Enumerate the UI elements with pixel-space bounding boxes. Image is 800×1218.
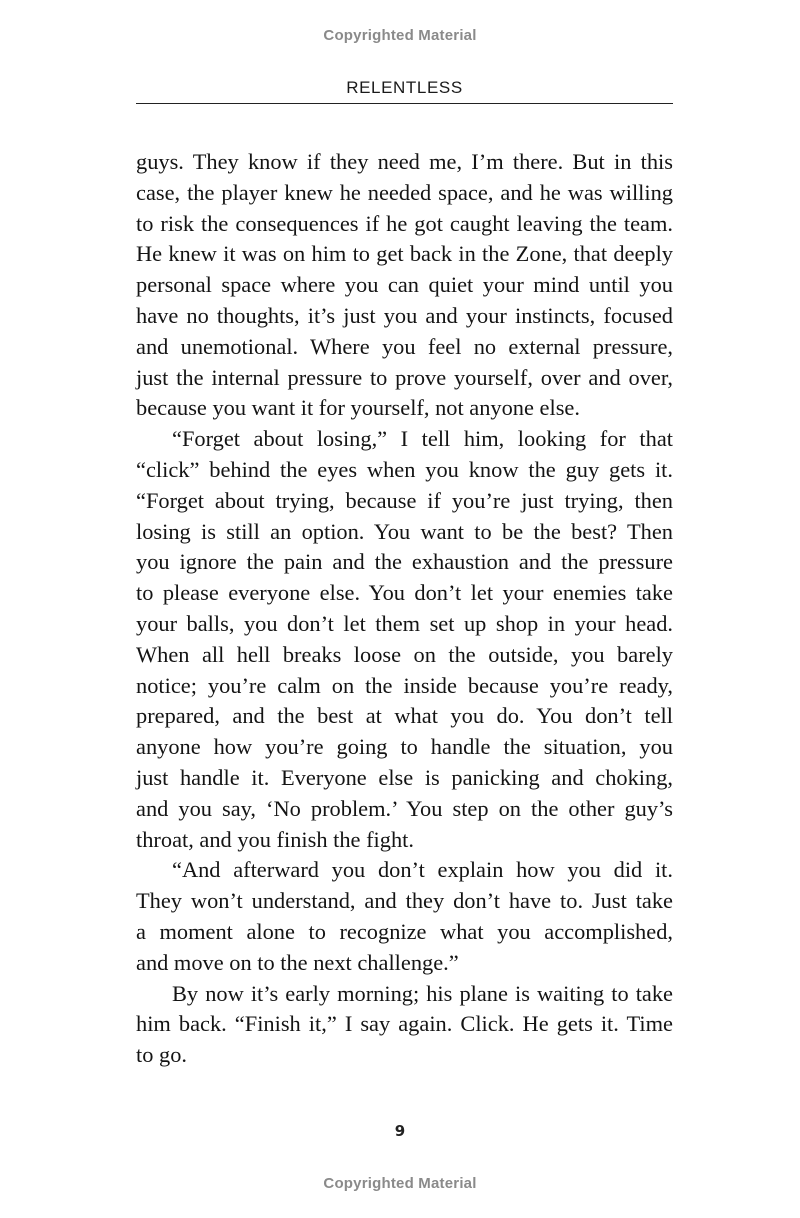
text-line: you ignore the pain and the exhaustion and the pressure — [136, 549, 673, 575]
text-line: your balls, you don’t let them set up shop in your head. — [136, 610, 673, 636]
copyright-watermark-top: Copyrighted Material — [323, 27, 477, 44]
copyright-watermark-bottom: Copyrighted Material — [323, 1175, 477, 1192]
text-line: personal space where you can quiet your mind until you — [136, 272, 673, 298]
paragraph — [136, 855, 673, 978]
text-line: and move on to the next challenge.” — [136, 949, 459, 975]
text-line: to please everyone else. You don’t let your enemies take — [136, 580, 673, 606]
text-line: throat, and you finish the fight. — [136, 826, 414, 852]
text-line: “And afterward you don’t explain how you did it. — [172, 857, 673, 883]
text-line: guys. They know if they need me, I’m there. But in this — [136, 149, 673, 174]
text-line: just the internal pressure to prove yourself, over and over, — [136, 364, 673, 390]
text-line: By now it’s early morning; his plane is waiting to take — [172, 980, 673, 1006]
text-line: They won’t understand, and they don’t have to. Just take — [136, 888, 673, 914]
text-line: When all hell breaks loose on the outside, you barely — [136, 641, 673, 667]
text-line: to go. — [136, 1042, 188, 1068]
header-rule — [136, 103, 673, 104]
page-number: 9 — [394, 1122, 406, 1140]
running-head: RELENTLESS — [346, 78, 463, 97]
body-text — [136, 147, 673, 1071]
text-line: have no thoughts, it’s just you and your instincts, focused — [136, 302, 673, 328]
text-line: He knew it was on him to get back in the Zone, that deeply — [136, 241, 673, 267]
text-line: anyone how you’re going to handle the situation, you — [136, 734, 673, 760]
text-line: “Forget about trying, because if you’re just trying, then — [136, 487, 673, 513]
text-line: and you say, ‘No problem.’ You step on the other guy’s — [136, 795, 673, 821]
paragraph — [136, 979, 673, 1071]
text-line: a moment alone to recognize what you accomplished, — [136, 918, 673, 944]
text-line: “click” behind the eyes when you know the guy gets it. — [136, 456, 673, 482]
text-line: him back. “Finish it,” I say again. Click. He gets it. Time — [136, 1011, 673, 1037]
text-line: prepared, and the best at what you do. You don’t tell — [136, 703, 673, 729]
text-line: case, the player knew he needed space, and he was willing — [136, 179, 673, 205]
text-line: notice; you’re calm on the inside because you’re ready, — [136, 672, 673, 698]
text-line: losing is still an option. You want to be the best? Then — [136, 518, 673, 544]
text-line: to risk the consequences if he got caught leaving the team. — [136, 210, 673, 236]
text-line: “Forget about losing,” I tell him, looking for that — [172, 426, 673, 452]
text-line: because you want it for yourself, not anyone else. — [136, 395, 580, 421]
text-line: just handle it. Everyone else is panicking and choking, — [136, 764, 673, 790]
paragraph — [136, 147, 673, 424]
paragraph — [136, 424, 673, 855]
text-line: and unemotional. Where you feel no external pressure, — [136, 333, 673, 359]
